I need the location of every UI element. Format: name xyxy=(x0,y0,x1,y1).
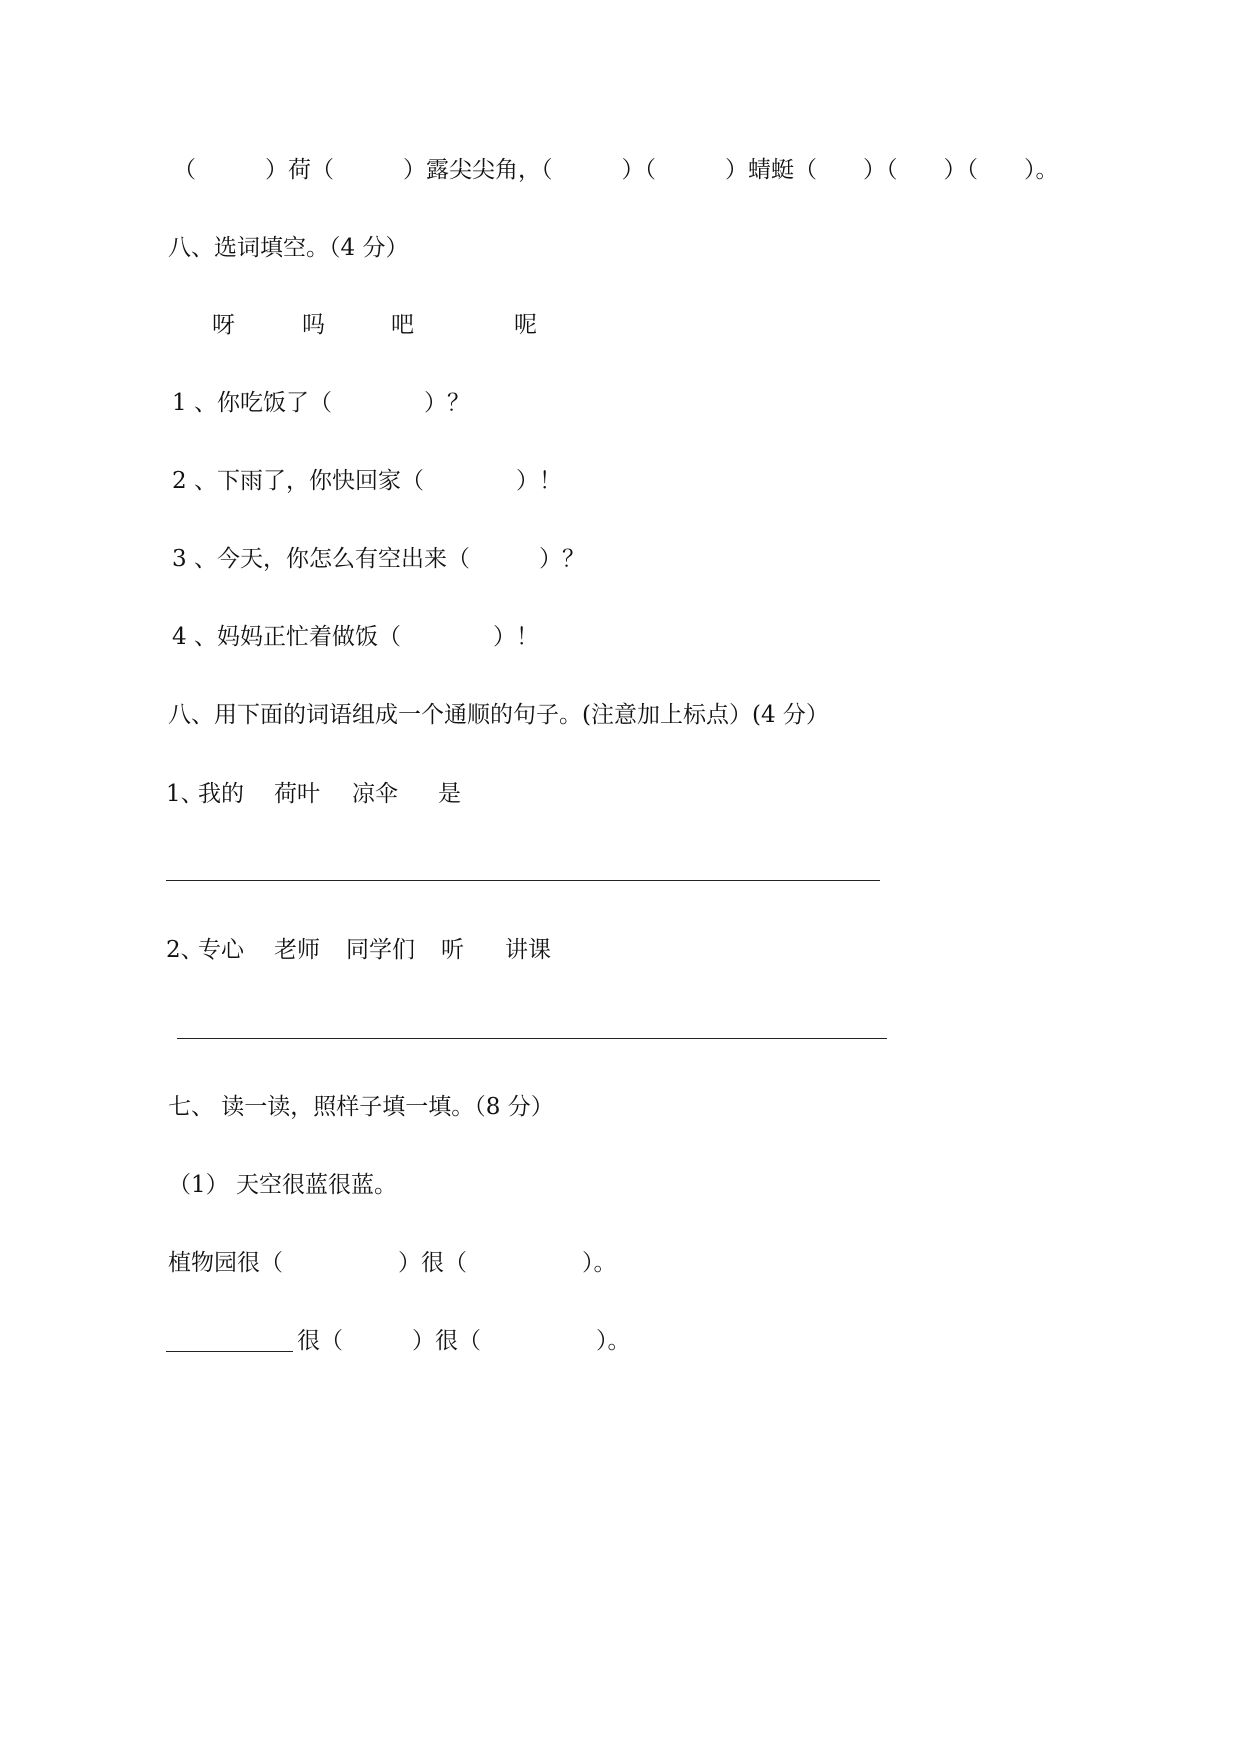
example-sentence: （1） 天空很蓝很蓝。 xyxy=(168,1172,397,1198)
word-bank-item: 呢 xyxy=(514,312,537,338)
word-chip: 讲课 xyxy=(505,937,551,963)
question-1: 1 、你吃饭了（ ）？ xyxy=(172,390,470,416)
subject-blank[interactable] xyxy=(166,1351,293,1352)
sentence-task-prefix: 1、 xyxy=(166,781,204,807)
sentence-task-prefix: 2、 xyxy=(166,937,204,963)
answer-line-2[interactable] xyxy=(177,1038,887,1039)
fill-in-line-custom: 很（ ）很（ ）。 xyxy=(297,1328,631,1354)
question-4: 4 、妈妈正忙着做饭（ ）！ xyxy=(172,624,539,650)
fill-in-line-garden: 植物园很（ ）很（ ）。 xyxy=(168,1250,617,1276)
word-chip: 专心 xyxy=(198,937,244,963)
word-chip: 是 xyxy=(438,781,461,807)
question-3: 3 、今天，你怎么有空出来（ ）？ xyxy=(172,546,585,572)
question-2: 2 、下雨了，你快回家（ ）！ xyxy=(172,468,562,494)
word-bank-item: 吗 xyxy=(302,312,325,338)
section-7-title: 七、 读一读，照样子填一填。（8 分） xyxy=(168,1094,554,1120)
word-chip: 凉伞 xyxy=(352,781,398,807)
section-8a-title: 八、选词填空。（4 分） xyxy=(168,235,409,261)
word-chip: 老师 xyxy=(274,937,320,963)
section-8b-title: 八、用下面的词语组成一个通顺的句子。(注意加上标点）(4 分） xyxy=(168,702,829,728)
answer-line-1[interactable] xyxy=(166,880,880,881)
word-chip: 同学们 xyxy=(346,937,415,963)
word-bank-item: 呀 xyxy=(212,312,235,338)
word-chip: 我的 xyxy=(198,781,244,807)
word-chip: 听 xyxy=(441,937,464,963)
word-bank-item: 吧 xyxy=(391,312,414,338)
word-chip: 荷叶 xyxy=(274,781,320,807)
fill-in-line-lotus: （ ）荷（ ）露尖尖角，（ ）（ ）蜻蜓（ ）（ ）（ ）。 xyxy=(173,157,1059,183)
